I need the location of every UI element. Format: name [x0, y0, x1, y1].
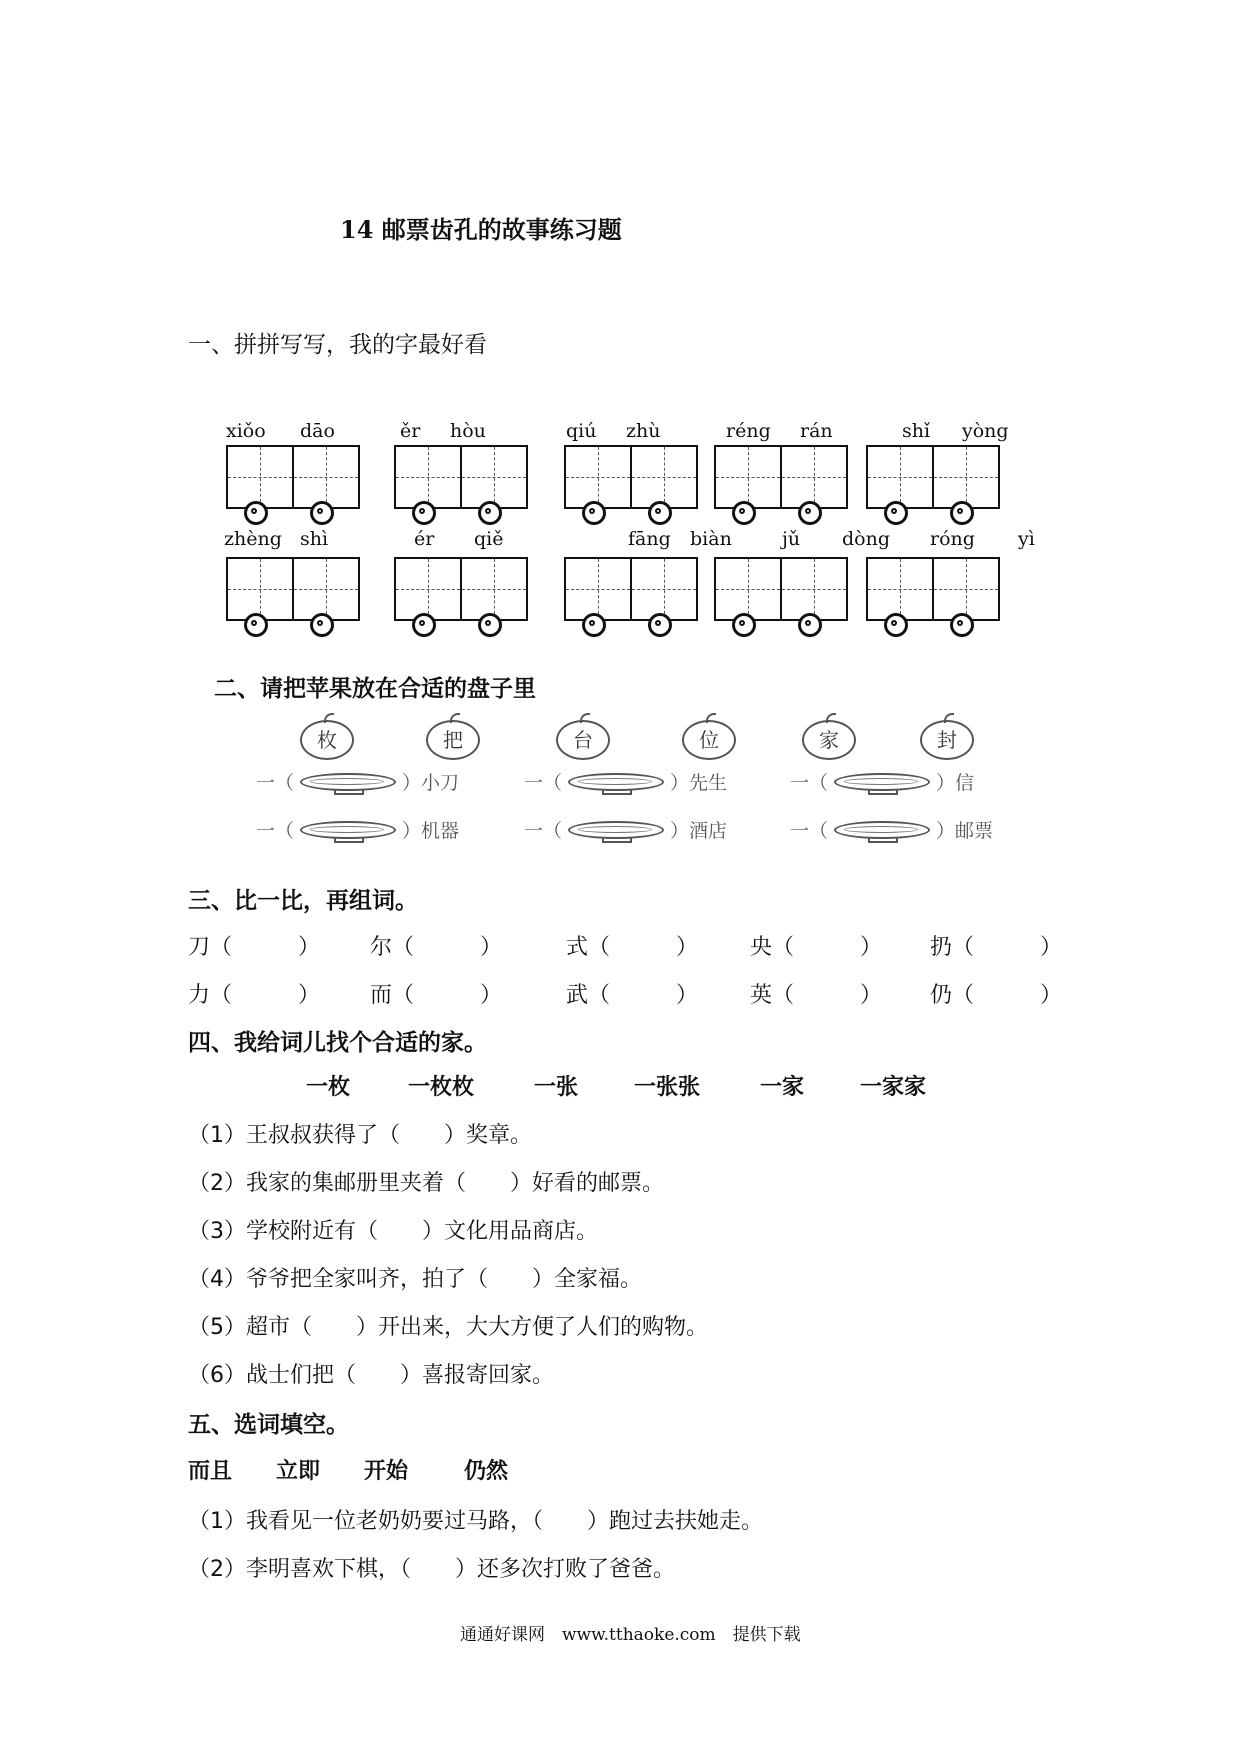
word-option: 仍然 — [464, 1459, 509, 1484]
apple-label: 家 — [819, 728, 839, 752]
plate-row-1 — [524, 768, 727, 795]
section1-heading: 一、拼拼写写，我的字最好看 — [188, 332, 487, 358]
question-item: （4）爷爷把全家叫齐，拍了（ ）全家福。 — [188, 1267, 642, 1292]
apple-icon[interactable] — [682, 720, 736, 760]
pinyin: jǔ — [782, 528, 801, 550]
section2-heading: 二、请把苹果放在合适的盘子里 — [214, 676, 536, 702]
section5-heading: 五、选词填空。 — [188, 1412, 349, 1438]
plate-row-2 — [524, 816, 727, 843]
question-item: （3）学校附近有（ ）文化用品商店。 — [188, 1219, 598, 1244]
word-option: 开始 — [364, 1459, 409, 1484]
word-option: 而且 — [188, 1459, 233, 1484]
word-option: 一家 — [760, 1075, 805, 1100]
close-paren: ） — [480, 935, 503, 960]
apple-label: 枚 — [317, 728, 337, 752]
writing-grid[interactable] — [226, 445, 360, 535]
writing-grid[interactable] — [226, 557, 360, 647]
writing-grid[interactable] — [564, 445, 698, 535]
pinyin: zhù — [626, 420, 661, 442]
pinyin: rán — [800, 420, 833, 442]
plate-row-1 — [256, 768, 459, 795]
plate-row-2 — [790, 816, 993, 843]
pinyin: hòu — [450, 420, 486, 442]
pinyin: yòng — [962, 420, 1009, 442]
close-paren: ） — [860, 935, 883, 960]
apple-icon[interactable] — [556, 720, 610, 760]
plate-word: 信 — [955, 772, 975, 794]
compare-char: 刀（ — [188, 935, 233, 960]
plate-close: ） — [402, 820, 422, 842]
compare-char: 仍（ — [930, 983, 975, 1008]
apple-label: 封 — [937, 728, 957, 752]
plate-icon[interactable] — [834, 821, 930, 843]
section4-heading: 四、我给词儿找个合适的家。 — [188, 1030, 487, 1056]
apple-icon[interactable] — [920, 720, 974, 760]
pinyin: róng — [930, 528, 975, 550]
apple-icon[interactable] — [426, 720, 480, 760]
writing-grid[interactable] — [866, 445, 1000, 535]
close-paren: ） — [298, 983, 321, 1008]
plate-prefix: 一（ — [790, 772, 829, 794]
close-paren: ） — [480, 983, 503, 1008]
writing-grid[interactable] — [866, 557, 1000, 647]
word-option: 一枚 — [306, 1075, 351, 1100]
pinyin: fāng — [628, 528, 671, 550]
pinyin: réng — [726, 420, 771, 442]
compare-char: 武（ — [566, 983, 611, 1008]
close-paren: ） — [1040, 983, 1063, 1008]
question-item: （1）我看见一位老奶奶要过马路，（ ）跑过去扶她走。 — [188, 1509, 763, 1534]
close-paren: ） — [1040, 935, 1063, 960]
section3-heading: 三、比一比，再组词。 — [188, 888, 418, 914]
plate-icon[interactable] — [568, 821, 664, 843]
apple-icon[interactable] — [802, 720, 856, 760]
plate-icon[interactable] — [300, 821, 396, 843]
word-option: 一枚枚 — [408, 1075, 475, 1100]
plate-word: 小刀 — [421, 772, 460, 794]
question-item: （6）战士们把（ ）喜报寄回家。 — [188, 1363, 554, 1388]
plate-close: ） — [670, 820, 690, 842]
close-paren: ） — [676, 983, 699, 1008]
apple-label: 位 — [699, 728, 719, 752]
compare-char: 英（ — [750, 983, 795, 1008]
plate-word: 先生 — [689, 772, 728, 794]
close-paren: ） — [860, 983, 883, 1008]
word-option: 立即 — [276, 1459, 321, 1484]
pinyin: yì — [1018, 528, 1035, 550]
plate-row-1 — [790, 768, 974, 795]
plate-prefix: 一（ — [790, 820, 829, 842]
plate-word: 机器 — [421, 820, 460, 842]
pinyin: xiǒo — [226, 420, 266, 442]
plate-prefix: 一（ — [256, 772, 295, 794]
pinyin: ér — [414, 528, 435, 550]
compare-char: 而（ — [370, 983, 415, 1008]
pinyin: zhèng — [224, 528, 282, 550]
plate-icon[interactable] — [300, 773, 396, 795]
writing-grid[interactable] — [394, 557, 528, 647]
word-option: 一张张 — [634, 1075, 701, 1100]
plate-icon[interactable] — [568, 773, 664, 795]
footer-text: 通通好课网 www.tthaoke.com 提供下载 — [460, 1625, 801, 1645]
apple-icon[interactable] — [300, 720, 354, 760]
close-paren: ） — [298, 935, 321, 960]
plate-icon[interactable] — [834, 773, 930, 795]
plate-close: ） — [936, 820, 956, 842]
compare-char: 力（ — [188, 983, 233, 1008]
close-paren: ） — [676, 935, 699, 960]
compare-char: 扔（ — [930, 935, 975, 960]
plate-prefix: 一（ — [524, 820, 563, 842]
pinyin: biàn — [690, 528, 732, 550]
plate-close: ） — [936, 772, 956, 794]
plate-prefix: 一（ — [256, 820, 295, 842]
compare-char: 央（ — [750, 935, 795, 960]
plate-word: 邮票 — [955, 820, 994, 842]
pinyin: shì — [300, 528, 329, 550]
writing-grid[interactable] — [714, 445, 848, 535]
compare-char: 式（ — [566, 935, 611, 960]
word-option: 一家家 — [860, 1075, 927, 1100]
plate-prefix: 一（ — [524, 772, 563, 794]
writing-grid[interactable] — [564, 557, 698, 647]
pinyin: qiú — [566, 420, 597, 442]
pinyin: dāo — [300, 420, 335, 442]
writing-grid[interactable] — [714, 557, 848, 647]
plate-row-2 — [256, 816, 459, 843]
writing-grid[interactable] — [394, 445, 528, 535]
page-title: 14 邮票齿孔的故事练习题 — [340, 215, 622, 244]
question-item: （1）王叔叔获得了（ ）奖章。 — [188, 1123, 532, 1148]
pinyin: ěr — [400, 420, 421, 442]
question-item: （5）超市（ ）开出来，大大方便了人们的购物。 — [188, 1315, 708, 1340]
word-option: 一张 — [534, 1075, 579, 1100]
plate-word: 酒店 — [689, 820, 728, 842]
pinyin: shǐ — [902, 420, 931, 442]
question-item: （2）我家的集邮册里夹着（ ）好看的邮票。 — [188, 1171, 664, 1196]
plate-close: ） — [670, 772, 690, 794]
apple-label: 把 — [443, 728, 463, 752]
pinyin: dòng — [842, 528, 891, 550]
apple-label: 台 — [573, 728, 593, 752]
plate-close: ） — [402, 772, 422, 794]
compare-char: 尔（ — [370, 935, 415, 960]
pinyin: qiě — [474, 528, 504, 550]
question-item: （2）李明喜欢下棋，（ ）还多次打败了爸爸。 — [188, 1557, 675, 1582]
